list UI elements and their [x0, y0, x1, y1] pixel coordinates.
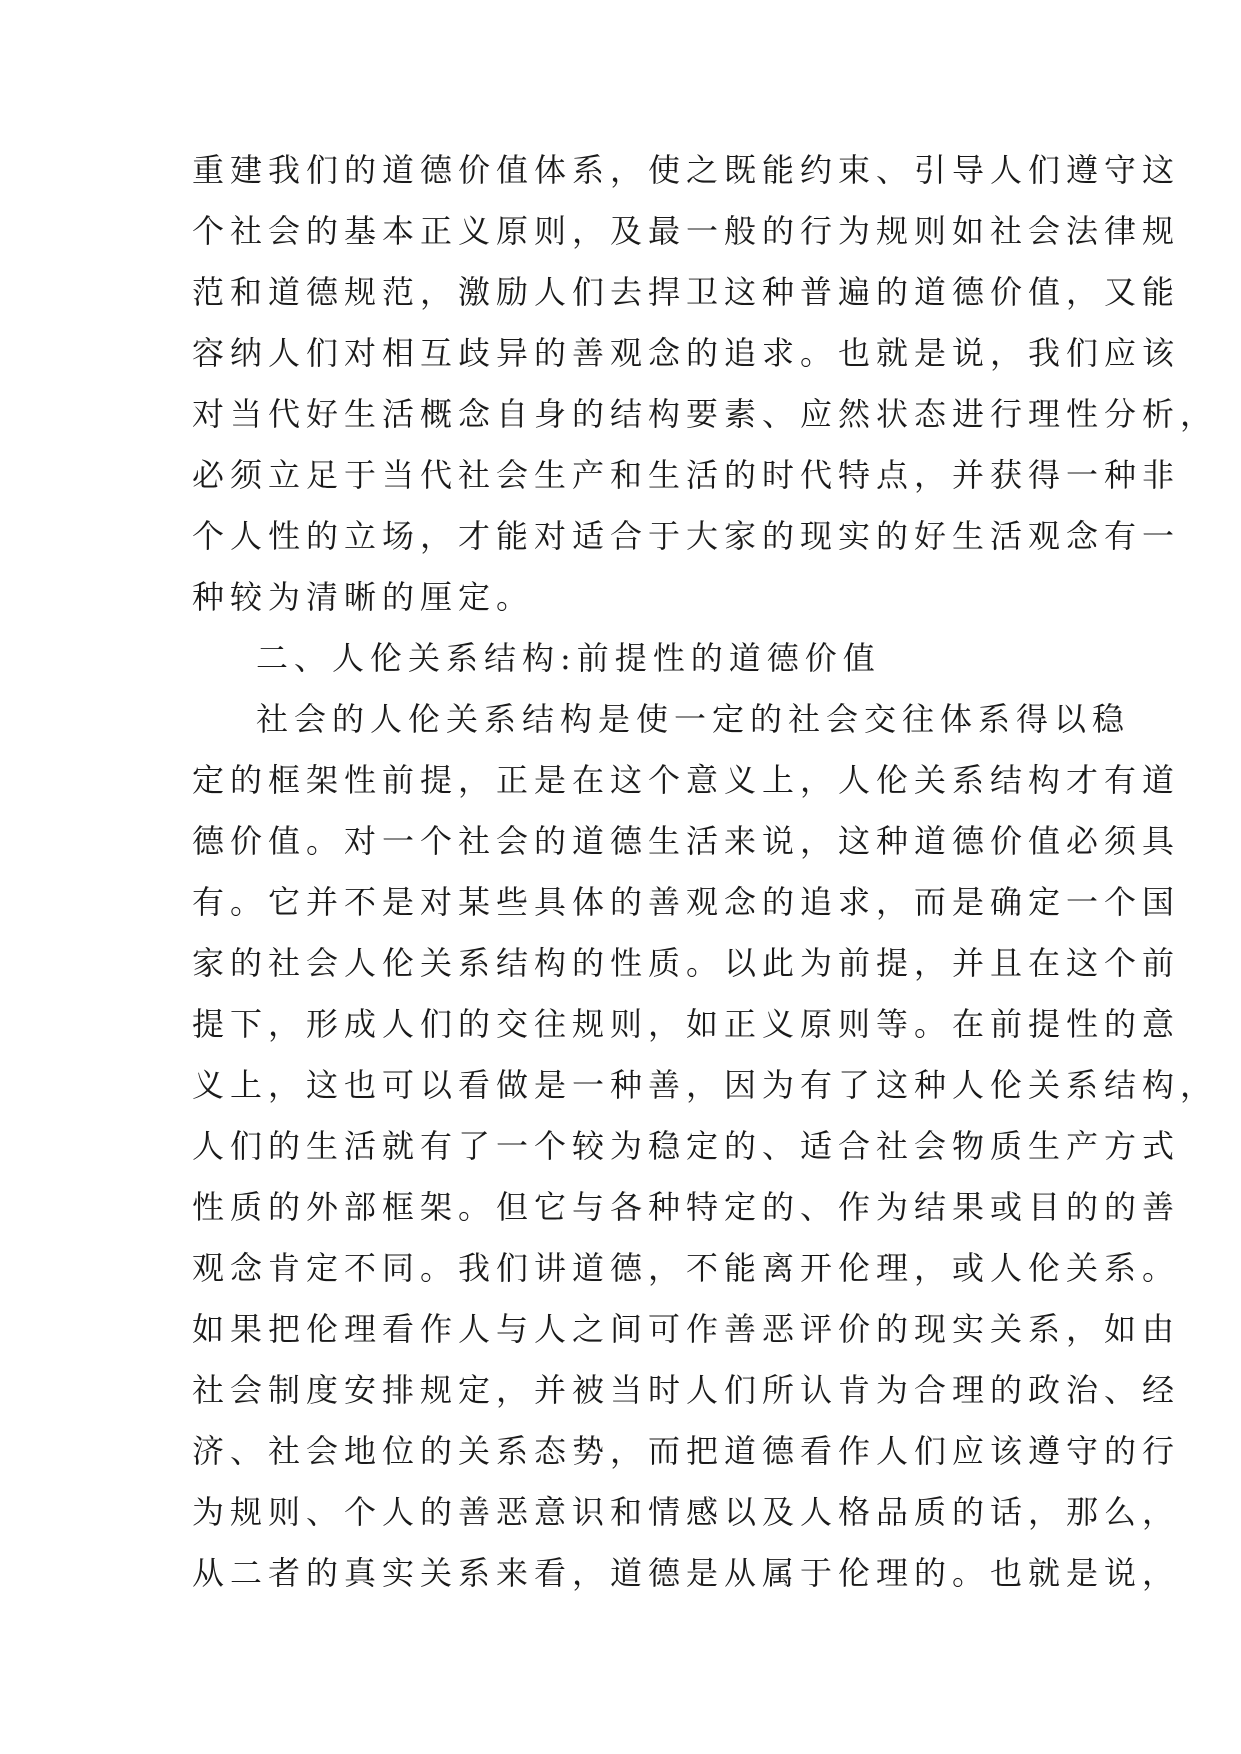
text-line: 义上，这也可以看做是一种善，因为有了这种人伦关系结构， [192, 1066, 1219, 1104]
text-line: 从二者的真实关系来看，道德是从属于伦理的。也就是说， [192, 1554, 1181, 1592]
text-line: 社会制度安排规定，并被当时人们所认肯为合理的政治、经 [192, 1371, 1181, 1409]
text-line: 个社会的基本正义原则，及最一般的行为规则如社会法律规 [192, 212, 1181, 250]
text-line: 观念肯定不同。我们讲道德，不能离开伦理，或人伦关系。 [192, 1249, 1181, 1287]
text-line: 定的框架性前提，正是在这个意义上，人伦关系结构才有道 [192, 761, 1181, 799]
text-line: 人们的生活就有了一个较为稳定的、适合社会物质生产方式 [192, 1127, 1181, 1165]
paragraph-body [192, 689, 1219, 1604]
text-line: 有。它并不是对某些具体的善观念的追求，而是确定一个国 [192, 883, 1181, 921]
text-line: 对当代好生活概念自身的结构要素、应然状态进行理性分析， [192, 395, 1219, 433]
text-line: 社会的人伦关系结构是使一定的社会交往体系得以稳 [256, 700, 1131, 738]
text-line: 为规则、个人的善恶意识和情感以及人格品质的话，那么， [192, 1493, 1181, 1531]
text-line: 家的社会人伦关系结构的性质。以此为前提，并且在这个前 [192, 944, 1181, 982]
text-line: 个人性的立场，才能对适合于大家的现实的好生活观念有一 [192, 517, 1181, 555]
text-line: 如果把伦理看作人与人之间可作善恶评价的现实关系，如由 [192, 1310, 1181, 1348]
text-line: 容纳人们对相互歧异的善观念的追求。也就是说，我们应该 [192, 334, 1181, 372]
section-heading: 二、人伦关系结构:前提性的道德价值 [256, 639, 881, 677]
text-line: 重建我们的道德价值体系，使之既能约束、引导人们遵守这 [192, 151, 1181, 189]
text-line: 必须立足于当代社会生产和生活的时代特点，并获得一种非 [192, 456, 1181, 494]
text-line: 范和道德规范，激励人们去捍卫这种普遍的道德价值，又能 [192, 273, 1181, 311]
document-page [192, 140, 1219, 1604]
text-line: 德价值。对一个社会的道德生活来说，这种道德价值必须具 [192, 822, 1181, 860]
text-line: 种较为清晰的厘定。 [192, 578, 535, 616]
paragraph-continued [192, 140, 1219, 628]
text-line: 性质的外部框架。但它与各种特定的、作为结果或目的的善 [192, 1188, 1181, 1226]
text-line: 提下，形成人们的交往规则，如正义原则等。在前提性的意 [192, 1005, 1181, 1043]
text-line: 济、社会地位的关系态势，而把道德看作人们应该遵守的行 [192, 1432, 1181, 1470]
